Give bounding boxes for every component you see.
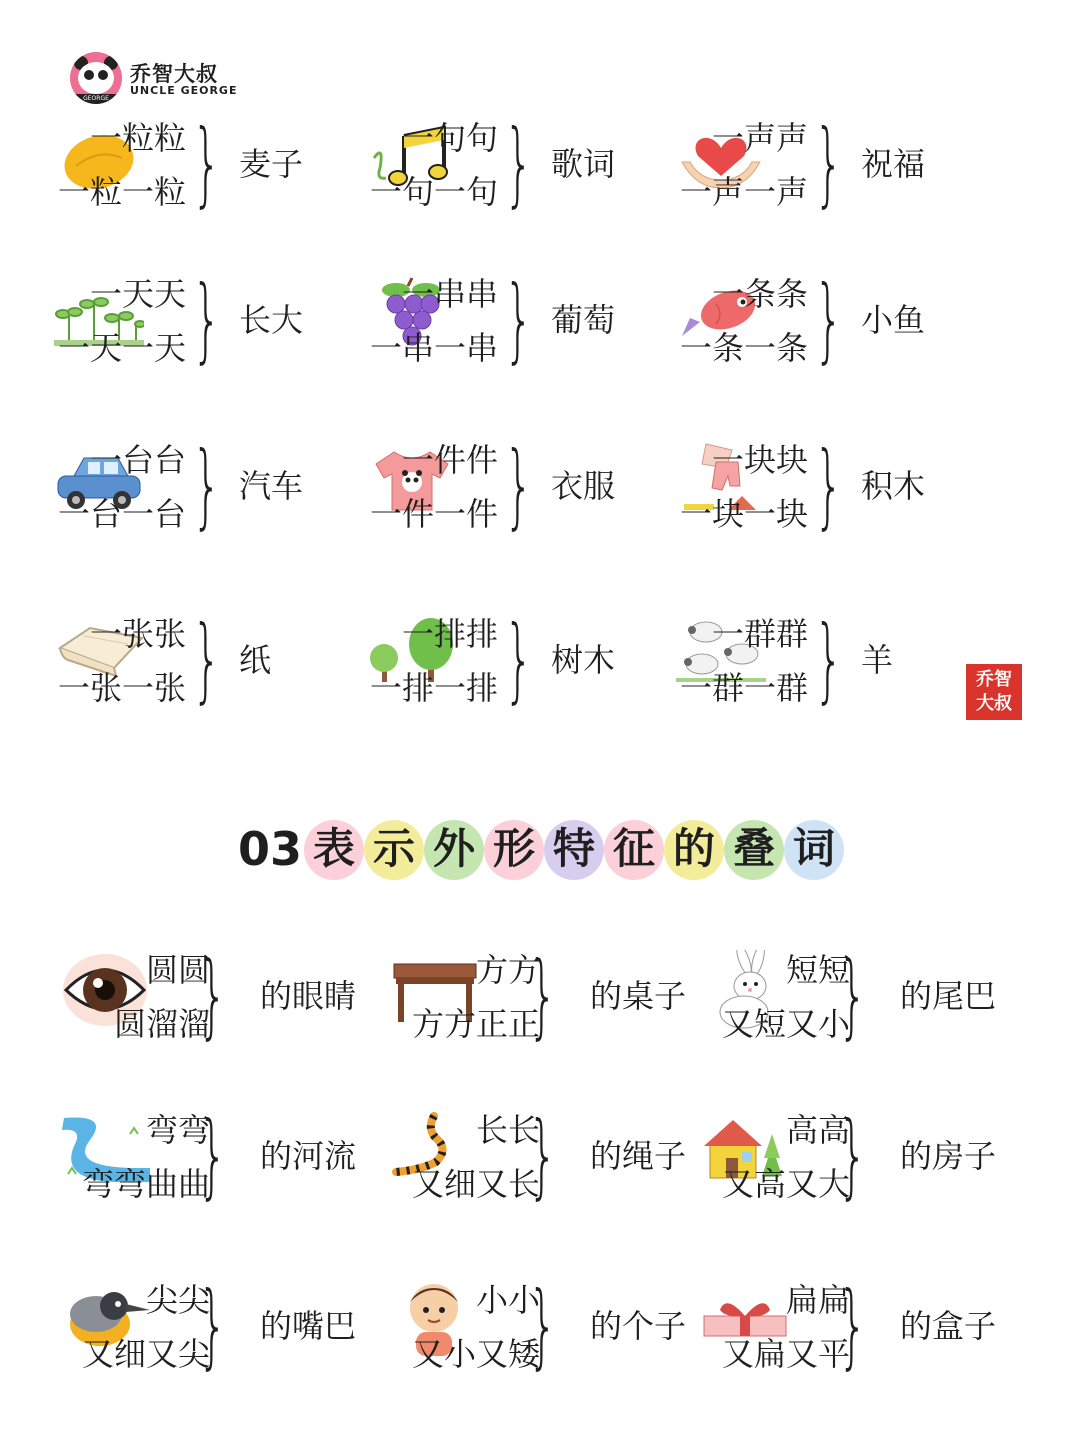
word-group [366, 110, 666, 217]
reduplicated-word-short: 一排排 [401, 615, 498, 653]
logo-text-cn: 乔智大叔 [130, 62, 218, 86]
word-group [54, 606, 354, 713]
reduplicated-word-short: 一张张 [89, 615, 186, 653]
reduplicated-word-short: 短短 [785, 951, 850, 989]
word-group [54, 266, 354, 373]
curly-brace: } [198, 1272, 228, 1379]
reduplicated-word-short: 一块块 [711, 441, 808, 479]
title-char: 示 [364, 820, 424, 880]
reduplicated-word-long: 圆溜溜 [113, 1005, 210, 1043]
reduplicated-word-short: 高高 [785, 1111, 850, 1149]
curly-brace: } [814, 432, 844, 539]
reduplicated-word-short: 一串串 [401, 275, 498, 313]
noun-word: 的河流 [260, 1137, 357, 1175]
word-group [676, 432, 976, 539]
curly-brace: } [504, 266, 534, 373]
noun-word: 羊 [861, 641, 894, 679]
word-group [390, 1102, 690, 1209]
reduplicated-word-long: 又扁又平 [721, 1335, 850, 1373]
noun-word: 的尾巴 [900, 977, 997, 1015]
word-group [54, 110, 354, 217]
noun-word: 衣服 [551, 467, 616, 505]
curly-brace: } [814, 110, 844, 217]
noun-word: 树木 [551, 641, 616, 679]
reduplicated-word-short: 弯弯 [145, 1111, 210, 1149]
word-group [54, 432, 354, 539]
title-char: 叠 [724, 820, 784, 880]
reduplicated-word-long: 又小又矮 [411, 1335, 540, 1373]
reduplicated-word-long: 又高又大 [721, 1165, 850, 1203]
curly-brace: } [504, 110, 534, 217]
noun-word: 的眼睛 [260, 977, 357, 1015]
noun-word: 积木 [861, 467, 926, 505]
word-group [60, 1272, 360, 1379]
brand-logo [70, 52, 240, 106]
reduplicated-word-long: 一排一排 [369, 669, 498, 707]
reduplicated-word-short: 方方 [475, 951, 540, 989]
noun-word: 的个子 [590, 1307, 687, 1345]
reduplicated-word-long: 一块一块 [679, 495, 808, 533]
reduplicated-word-short: 长长 [475, 1111, 540, 1149]
word-group [676, 606, 976, 713]
noun-word: 长大 [239, 301, 304, 339]
curly-brace: } [528, 942, 558, 1049]
curly-brace: } [528, 1272, 558, 1379]
noun-word: 的房子 [900, 1137, 997, 1175]
curly-brace: } [198, 942, 228, 1049]
noun-word: 的桌子 [590, 977, 687, 1015]
reduplicated-word-long: 一群一群 [679, 669, 808, 707]
word-group [60, 942, 360, 1049]
reduplicated-word-long: 一件一件 [369, 495, 498, 533]
noun-word: 歌词 [551, 145, 616, 183]
reduplicated-word-long: 一句一句 [369, 173, 498, 211]
noun-word: 葡萄 [551, 301, 616, 339]
reduplicated-word-long: 一张一张 [57, 669, 186, 707]
curly-brace: } [504, 606, 534, 713]
reduplicated-word-short: 圆圆 [145, 951, 210, 989]
reduplicated-word-short: 一天天 [89, 275, 186, 313]
curly-brace: } [192, 606, 222, 713]
reduplicated-word-short: 小小 [475, 1281, 540, 1319]
reduplicated-word-short: 一台台 [89, 441, 186, 479]
noun-word: 祝福 [861, 145, 926, 183]
word-group [676, 266, 976, 373]
word-group [390, 1272, 690, 1379]
noun-word: 纸 [239, 641, 272, 679]
curly-brace: } [192, 266, 222, 373]
noun-word: 的盒子 [900, 1307, 997, 1345]
reduplicated-word-short: 一件件 [401, 441, 498, 479]
word-group [366, 432, 666, 539]
noun-word: 汽车 [239, 467, 304, 505]
reduplicated-word-short: 一条条 [711, 275, 808, 313]
curly-brace: } [504, 432, 534, 539]
title-char: 表 [304, 820, 364, 880]
curly-brace: } [192, 432, 222, 539]
reduplicated-word-short: 一粒粒 [89, 119, 186, 157]
curly-brace: } [528, 1102, 558, 1209]
curly-brace: } [198, 1102, 228, 1209]
reduplicated-word-short: 一句句 [401, 119, 498, 157]
title-char: 外 [424, 820, 484, 880]
curly-brace: } [838, 1272, 868, 1379]
word-group [366, 606, 666, 713]
reduplicated-word-short: 一群群 [711, 615, 808, 653]
curly-brace: } [838, 1102, 868, 1209]
word-group [676, 110, 976, 217]
title-char: 词 [784, 820, 844, 880]
reduplicated-word-short: 扁扁 [785, 1281, 850, 1319]
reduplicated-word-long: 一串一串 [369, 329, 498, 367]
reduplicated-word-long: 又短又小 [721, 1005, 850, 1043]
reduplicated-word-short: 尖尖 [145, 1281, 210, 1319]
curly-brace: } [192, 110, 222, 217]
word-group [700, 1102, 1000, 1209]
section-number: 03 [238, 822, 303, 876]
curly-brace: } [814, 266, 844, 373]
noun-word: 的嘴巴 [260, 1307, 357, 1345]
reduplicated-word-long: 又细又长 [411, 1165, 540, 1203]
reduplicated-word-long: 又细又尖 [81, 1335, 210, 1373]
word-group [700, 1272, 1000, 1379]
reduplicated-word-long: 一粒一粒 [57, 173, 186, 211]
reduplicated-word-long: 方方正正 [411, 1005, 540, 1043]
reduplicated-word-short: 一声声 [711, 119, 808, 157]
logo-band-text: GEORGE [70, 94, 122, 104]
reduplicated-word-long: 一天一天 [57, 329, 186, 367]
word-group [60, 1102, 360, 1209]
title-char: 形 [484, 820, 544, 880]
title-char: 特 [544, 820, 604, 880]
reduplicated-word-long: 一声一声 [679, 173, 808, 211]
noun-word: 小鱼 [861, 301, 926, 339]
word-group [366, 266, 666, 373]
logo-text-en: UNCLE GEORGE [130, 84, 238, 97]
seal-stamp: 乔智 大叔 [966, 664, 1022, 720]
reduplicated-word-long: 弯弯曲曲 [81, 1165, 210, 1203]
noun-word: 的绳子 [590, 1137, 687, 1175]
noun-word: 麦子 [239, 145, 304, 183]
word-group [390, 942, 690, 1049]
title-char: 的 [664, 820, 724, 880]
panda-logo-icon [70, 52, 122, 104]
title-char: 征 [604, 820, 664, 880]
reduplicated-word-long: 一台一台 [57, 495, 186, 533]
curly-brace: } [814, 606, 844, 713]
curly-brace: } [838, 942, 868, 1049]
word-group [700, 942, 1000, 1049]
reduplicated-word-long: 一条一条 [679, 329, 808, 367]
